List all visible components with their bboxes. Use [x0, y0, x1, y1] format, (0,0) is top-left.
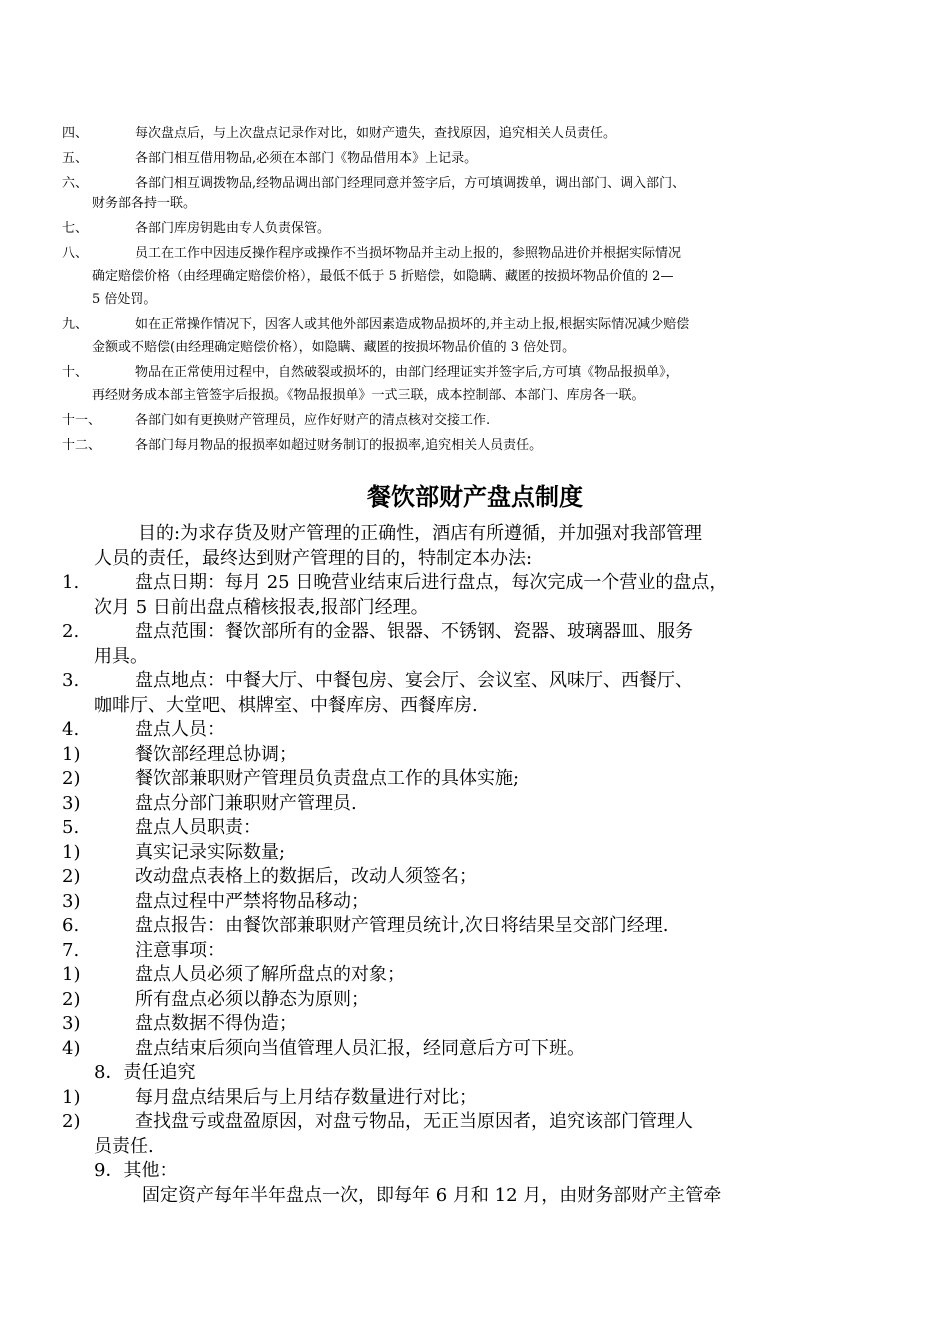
item-number: 3.	[62, 670, 80, 691]
list-item	[62, 939, 882, 964]
item-text: 盘点人员：	[135, 719, 225, 740]
item-text: 盘点数据不得伪造；	[135, 1013, 297, 1034]
item-text: 盘点范围：餐饮部所有的金器、银器、不锈钢、瓷器、玻璃器皿、服务	[135, 621, 693, 642]
item-number: 7.	[62, 939, 80, 961]
list-item	[62, 890, 882, 915]
item-text: 每月盘点结果后与上月结存数量进行对比；	[135, 1086, 477, 1108]
policy-body	[62, 522, 882, 1208]
clause-text: 各部门库房钥匙由专人负责保管。	[135, 221, 331, 236]
clause-number: 十、	[62, 365, 89, 380]
list-item	[62, 816, 882, 841]
clause-number: 十二、	[62, 438, 102, 453]
clause-text: 各部门相互借用物品,必须在本部门《物品借用本》上记录。	[135, 151, 478, 166]
item-number: 5.	[62, 817, 80, 838]
item-text: 查找盘亏或盘盈原因，对盘亏物品，无正当原因者，追究该部门管理人	[135, 1111, 693, 1132]
clause-number: 七、	[62, 221, 89, 236]
list-item	[62, 767, 882, 792]
clause-item	[62, 244, 862, 310]
item-text: 餐饮部经理总协调；	[135, 743, 297, 765]
item-text: 盘点人员必须了解所盘点的对象；	[135, 964, 405, 985]
item-text: 盘点报告：由餐饮部兼职财产管理员统计,次日将结果呈交部门经理.	[135, 915, 669, 936]
item-text: 盘点结束后须向当值管理人员汇报，经同意后方可下班。	[135, 1037, 585, 1059]
clause-text: 各部门相互调拨物品,经物品调出部门经理同意并签字后，方可填调拨单，调出部门、调入部门、	[135, 176, 686, 191]
item-text-continued: 咖啡厅、大堂吧、棋牌室、中餐库房、西餐库房.	[94, 694, 478, 716]
clause-text: 各部门如有更换财产管理员，应作好财产的清点核对交接工作.	[135, 413, 491, 428]
clause-number: 四、	[62, 126, 89, 141]
item-number: 2)	[62, 1111, 81, 1132]
item-text: 注意事项：	[135, 939, 225, 961]
clause-item	[62, 315, 862, 358]
item-text-continued: 次月 5 日前出盘点稽核报表,报部门经理。	[94, 596, 429, 618]
item-number: 1)	[62, 743, 81, 765]
list-item	[62, 963, 882, 988]
clause-text: 每次盘点后，与上次盘点记录作对比，如财产遗失，查找原因，追究相关人员责任。	[135, 126, 617, 141]
item-text: 盘点过程中严禁将物品移动；	[135, 890, 369, 912]
list-item	[62, 988, 882, 1013]
clause-item	[62, 363, 862, 406]
item-number: 3)	[62, 890, 81, 912]
clause-text-continued: 确定赔偿价格（由经理确定赔偿价格），最低不低于 5 折赔偿，如隐瞒、藏匿的按损坏物品价值的 2—	[92, 269, 674, 284]
clause-item	[62, 411, 862, 431]
item-number: 4)	[62, 1037, 81, 1059]
item-number: 2)	[62, 866, 81, 887]
item-number: 6.	[62, 915, 80, 936]
item-text: 真实记录实际数量;	[135, 841, 286, 863]
list-item	[62, 620, 882, 669]
list-item	[62, 743, 882, 768]
item-text: 盘点人员职责：	[135, 817, 261, 838]
clause-text: 物品在正常使用过程中，自然破裂或损坏的，由部门经理证实并签字后,方可填《物品报损单》，	[135, 365, 679, 380]
clause-text-continued: 5 倍处罚。	[92, 292, 157, 307]
list-item	[62, 1110, 882, 1159]
item-text-continued: 员责任.	[94, 1135, 154, 1157]
list-item	[62, 571, 882, 620]
item-number: 2.	[62, 621, 80, 642]
clause-text: 员工在工作中因违反操作程序或操作不当损坏物品并主动上报的，参照物品进价并根据实际情况	[135, 246, 682, 261]
clause-number: 八、	[62, 246, 89, 261]
clause-item	[62, 124, 862, 144]
section-heading: 9．其他：	[94, 1160, 178, 1181]
list-item	[62, 669, 882, 718]
item-text: 改动盘点表格上的数据后，改动人须签名；	[135, 866, 477, 887]
item-number: 4.	[62, 719, 80, 740]
clause-number: 九、	[62, 317, 89, 332]
clause-text-continued: 金额或不赔偿(由经理确定赔偿价格），如隐瞒、藏匿的按损坏物品价值的 3 倍处罚。	[92, 340, 576, 355]
clause-item	[62, 219, 862, 239]
clause-number: 五、	[62, 151, 89, 166]
item-number: 3)	[62, 792, 81, 814]
item-text: 盘点分部门兼职财产管理员.	[135, 792, 357, 814]
clause-text-continued: 再经财务成本部主管签字后报损。《物品报损单》一式三联，成本控制部、本部门、库房各一联。	[92, 388, 645, 403]
list-item	[62, 914, 882, 939]
item-text-continued: 用具。	[94, 645, 148, 667]
purpose-text-continued: 人员的责任，最终达到财产管理的目的，特制定本办法:	[94, 547, 533, 569]
clause-text: 如在正常操作情况下，因客人或其他外部因素造成物品损坏的,并主动上报,根据实际情况减少赔偿	[135, 317, 690, 332]
list-item	[62, 1012, 882, 1037]
clause-number: 十一、	[62, 413, 102, 428]
purpose-text: 目的:为求存货及财产管理的正确性，酒店有所遵循，并加强对我部管理	[138, 523, 703, 544]
section-text: 固定资产每年半年盘点一次，即每年 6 月和 12 月，由财务部财产主管牵	[142, 1184, 722, 1206]
list-item	[62, 1086, 882, 1111]
item-number: 2)	[62, 988, 81, 1010]
list-item	[62, 1037, 882, 1062]
item-text: 所有盘点必须以静态为原则；	[135, 988, 369, 1010]
page-title: 餐饮部财产盘点制度	[367, 483, 583, 511]
item-text: 盘点地点：中餐大厅、中餐包房、宴会厅、会议室、风味厅、西餐厅、	[135, 670, 693, 691]
item-text: 盘点日期：每月 25 日晚营业结束后进行盘点，每次完成一个营业的盘点，	[135, 572, 728, 593]
item-text: 餐饮部兼职财产管理员负责盘点工作的具体实施;	[135, 768, 520, 789]
list-item	[62, 792, 882, 817]
clause-item	[62, 174, 862, 214]
section-heading: 8．责任追究	[94, 1062, 196, 1083]
clause-number: 六、	[62, 176, 89, 191]
list-item	[62, 718, 882, 743]
clause-item	[62, 436, 862, 456]
item-number: 1)	[62, 1086, 81, 1108]
clause-text: 各部门每月物品的报损率如超过财务制订的报损率,追究相关人员责任。	[135, 438, 543, 453]
top-clause-list	[62, 124, 862, 456]
item-number: 1.	[62, 572, 80, 593]
clause-item	[62, 149, 862, 169]
item-number: 2)	[62, 768, 81, 789]
item-number: 1)	[62, 964, 81, 985]
list-item	[62, 841, 882, 866]
list-item	[62, 865, 882, 890]
clause-text-continued: 财务部各持一联。	[92, 196, 197, 211]
item-number: 1)	[62, 841, 81, 863]
item-number: 3)	[62, 1013, 81, 1034]
